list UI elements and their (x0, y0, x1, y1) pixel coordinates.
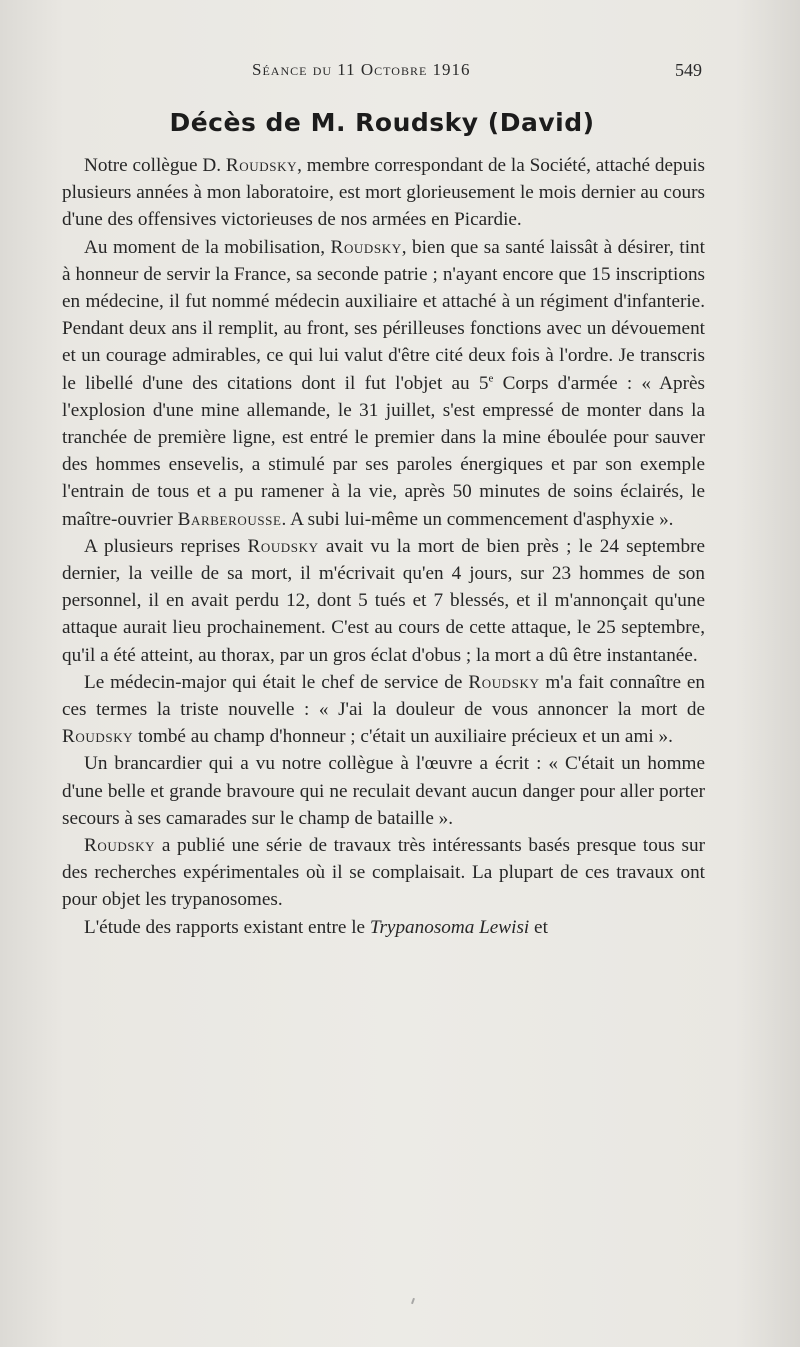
superscript: e (488, 372, 494, 385)
paragraph-1 (62, 152, 705, 234)
paragraph-3 (62, 533, 705, 669)
person-name: Barberousse (177, 508, 282, 530)
species-name: Trypanosoma Lewisi (369, 916, 530, 938)
paragraph-text: et (529, 916, 548, 938)
paragraph-7 (62, 914, 705, 941)
paragraph-text: a publié une série de travaux très intéressants basés presque tous sur des recherches expérimentales où il se complaisait. La plupart de ces travaux ont pour objet les trypanosomes. (62, 835, 705, 911)
paragraph-text: Notre collègue D. (84, 155, 226, 176)
paragraph-text: avait vu la mort de bien près ; le 24 septembre dernier, la veille de sa mort, il m'écrivait qu'en 4 jours, sur 23 hommes de son personnel, il en avait perdu 12, dont 5 tués et 7 blessés, et il m'annonçait qu'une attaque aurait lieu prochainement. C'est au cours de cette attaque, le 25 septembre, qu'il a été atteint, au thorax, par un gros éclat d'obus ; la mort a dû être instantanée. (62, 535, 705, 666)
article-body (62, 152, 705, 941)
paragraph-text: . A subi lui-même un commencement d'asphyxie ». (281, 508, 674, 530)
paragraph-text: , membre correspondant de la Société, attaché depuis plusieurs années à mon laboratoire, est mort glorieusement le mois dernier au cours d'une des offensives victorieuses de nos armées en Picardie. (62, 155, 705, 231)
person-name: Roudsky (225, 155, 298, 176)
person-name: Roudsky (468, 671, 540, 693)
person-name: Roudsky (330, 236, 402, 258)
paragraph-text: , bien que sa santé laissât à désirer, tint à honneur de servir la France, sa seconde patrie ; n'ayant encore que 15 inscriptions en médecine, il fut nommé médecin auxiliaire et attaché à un régiment d'infanterie. Pendant deux ans il remplit, au front, ses périlleuses fonctions avec un dévouement et un courage admirables, ce qui lui valut d'être cité deux fois à l'ordre. Je transcris le libellé d'une des citations dont il fut l'objet au 5 (62, 236, 705, 394)
paragraph-2 (62, 234, 705, 533)
paragraph-text: A plusieurs reprises (84, 535, 248, 557)
paragraph-text: Corps d'armée : « Après l'explosion d'une mine allemande, le 31 juillet, s'est empressé de monter dans la tranchée de première ligne, est entré le premier dans la mine éboulée pour sauver des hommes ensevelis, a stimulé par ses paroles énergiques et par son exemple l'entrain de tous et a pu ramener à la vie, après 50 minutes de soins éclairés, le maître-ouvrier (62, 372, 705, 530)
paragraph-6 (62, 832, 705, 914)
paragraph-text: m'a fait connaître en ces termes la triste nouvelle : « J'ai la douleur de vous annoncer la mort de (62, 671, 705, 721)
paragraph-5 (62, 750, 705, 832)
paragraph-text: Le médecin-major qui était le chef de service de (84, 671, 469, 693)
article-title: Décès de M. Roudsky (David) (169, 108, 595, 137)
page-number: 549 (675, 60, 702, 80)
page-header (62, 60, 702, 86)
paragraph-text: Au moment de la mobilisation, (84, 236, 331, 258)
paper-speck (411, 1298, 415, 1304)
paragraph-text: tombé au champ d'honneur ; c'était un auxiliaire précieux et un ami ». (133, 726, 673, 748)
person-name: Roudsky (62, 726, 134, 748)
person-name: Roudsky (84, 835, 156, 857)
paragraph-text: L'étude des rapports existant entre le (84, 916, 370, 938)
paragraph-text: Un brancardier qui a vu notre collègue à l'œuvre a écrit : « C'était un homme d'une belle et grande bravoure qui ne reculait devant aucun danger pour aller porter secours à ses camarades sur le champ de bataille ». (62, 753, 705, 829)
paragraph-4 (62, 669, 705, 751)
running-head: Séance du 11 Octobre 1916 (252, 60, 471, 79)
person-name: Roudsky (247, 535, 319, 557)
